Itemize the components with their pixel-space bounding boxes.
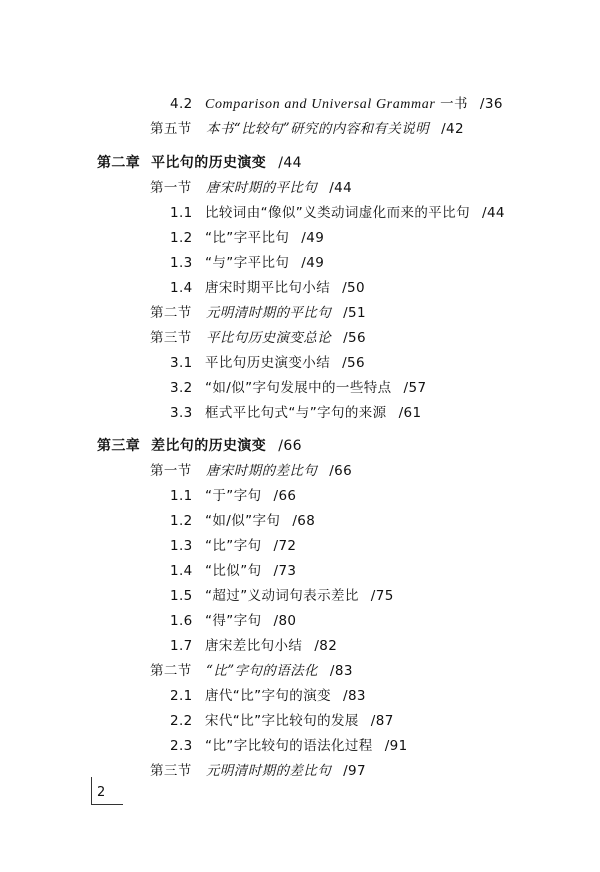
entry-page: /44	[278, 155, 302, 171]
entry-page: /56	[343, 330, 367, 346]
entry-number: 第三节	[150, 330, 192, 346]
entry-title: 平比句的历史演变	[151, 155, 267, 171]
entry-title: 唐宋时期的差比句	[206, 463, 318, 479]
entry-title: “与”字平比句	[205, 255, 290, 271]
entry-page: /91	[384, 738, 408, 754]
entry-number: 1.3	[170, 255, 193, 271]
entry-page: /73	[273, 563, 297, 579]
entry-page: /87	[370, 713, 394, 729]
entry-number: 第三节	[150, 763, 192, 779]
entry-title: “如/似”字句	[205, 513, 281, 529]
toc-entry-ch2-1-3	[170, 254, 324, 272]
entry-number: 第一节	[150, 463, 192, 479]
toc-entry-ch3-2-2	[170, 712, 394, 730]
entry-number: 第三章	[97, 438, 141, 454]
entry-number: 1.1	[170, 205, 193, 221]
entry-number: 1.5	[170, 588, 193, 604]
entry-page: /75	[370, 588, 394, 604]
entry-title: 宋代“比”字比较句的发展	[205, 713, 359, 729]
toc-entry-ch3-1-7	[170, 637, 337, 655]
entry-title: “比”字平比句	[205, 230, 290, 246]
toc-entry-ch3-1-5	[170, 587, 394, 605]
toc-entry-ch3-1-1	[170, 487, 296, 505]
entry-title: 比较词由“像似”义类动词虚化而来的平比句	[205, 205, 470, 221]
entry-title: 元明清时期的差比句	[206, 763, 332, 779]
entry-title: 差比句的历史演变	[151, 438, 267, 454]
entry-page: /66	[278, 438, 302, 454]
entry-page: /68	[292, 513, 316, 529]
toc-entry-ch2-3-2	[170, 379, 426, 397]
entry-page: /50	[342, 280, 366, 296]
entry-page: /56	[342, 355, 366, 371]
entry-page: /82	[314, 638, 338, 654]
entry-title: “超过”义动词句表示差比	[205, 588, 359, 604]
toc-entry-ch2-3-3	[170, 404, 422, 422]
toc-entry-ch3-2-1	[170, 687, 366, 705]
entry-page: /44	[329, 180, 353, 196]
entry-page: /66	[329, 463, 353, 479]
entry-page: /72	[273, 538, 297, 554]
entry-number: 4.2	[170, 96, 193, 112]
entry-number: 第二节	[150, 305, 192, 321]
entry-title: “比”字句	[205, 538, 262, 554]
entry-number: 1.4	[170, 563, 193, 579]
entry-number: 第二章	[97, 155, 141, 171]
entry-title: “得”字句	[205, 613, 262, 629]
entry-page: /80	[273, 613, 297, 629]
toc-entry-ch2-section-1	[150, 179, 352, 197]
toc-entry-ch2-1-4	[170, 279, 365, 297]
toc-entry-ch2-3-1	[170, 354, 365, 372]
entry-title: “比”字比较句的语法化过程	[205, 738, 373, 754]
entry-number: 1.7	[170, 638, 193, 654]
toc-entry-ch2-1-2	[170, 229, 324, 247]
entry-number: 1.2	[170, 230, 193, 246]
entry-page: /49	[301, 255, 325, 271]
entry-number: 3.3	[170, 405, 193, 421]
toc-entry-chapter-3	[97, 437, 302, 455]
entry-page: /57	[403, 380, 427, 396]
toc-entry-ch3-section-3	[150, 762, 366, 780]
entry-title: 平比句历史演变总论	[206, 330, 332, 346]
entry-title: 平比句历史演变小结	[205, 355, 331, 371]
entry-page: /61	[398, 405, 422, 421]
entry-page: /51	[343, 305, 367, 321]
entry-title-suffix: 一书	[440, 96, 468, 112]
entry-title: 唐宋时期的平比句	[206, 180, 318, 196]
entry-title: 框式平比句式“与”字句的来源	[205, 405, 387, 421]
entry-number: 第二节	[150, 663, 192, 679]
toc-entry-section-5	[150, 120, 464, 138]
toc-entry-ch3-2-3	[170, 737, 408, 755]
entry-page: /66	[273, 488, 297, 504]
entry-title: Comparison and Universal Grammar	[205, 97, 436, 112]
entry-title: “比似”句	[205, 563, 262, 579]
entry-number: 3.1	[170, 355, 193, 371]
footer-rule-horizontal	[91, 804, 123, 805]
entry-page: /36	[479, 96, 503, 112]
entry-title: 唐宋差比句小结	[205, 638, 303, 654]
page-number: 2	[97, 785, 106, 800]
toc-entry-ch3-section-1	[150, 462, 352, 480]
entry-page: /97	[343, 763, 367, 779]
entry-page: /44	[482, 205, 505, 221]
toc-entry-ch2-1-1	[170, 204, 505, 222]
entry-title: “如/似”字句发展中的一些特点	[205, 380, 392, 396]
toc-entry-ch3-section-2	[150, 662, 353, 680]
entry-page: /49	[301, 230, 325, 246]
toc-entry-ch2-section-3	[150, 329, 366, 347]
entry-title: 唐宋时期平比句小结	[205, 280, 331, 296]
entry-number: 1.2	[170, 513, 193, 529]
entry-number: 第一节	[150, 180, 192, 196]
toc-entry-chapter-2	[97, 154, 302, 172]
toc-entry-ch3-1-3	[170, 537, 296, 555]
entry-page: /83	[343, 688, 366, 704]
entry-title: “比”字句的语法化	[206, 663, 318, 679]
toc-entry-ch3-1-4	[170, 562, 296, 580]
entry-title: “于”字句	[205, 488, 262, 504]
toc-entry-ch3-1-2	[170, 512, 315, 530]
footer-rule-vertical	[91, 777, 92, 804]
entry-number: 3.2	[170, 380, 193, 396]
toc-entry-ch2-section-2	[150, 304, 366, 322]
entry-title: 唐代“比”字句的演变	[205, 688, 331, 704]
entry-title: 本书“比较句”研究的内容和有关说明	[206, 121, 430, 137]
entry-title: 元明清时期的平比句	[206, 305, 332, 321]
entry-number: 第五节	[150, 121, 192, 137]
entry-number: 1.3	[170, 538, 193, 554]
toc-entry-ch3-1-6	[170, 612, 296, 630]
entry-number: 2.3	[170, 738, 193, 754]
entry-number: 1.6	[170, 613, 193, 629]
toc-entry-4-2	[170, 95, 503, 114]
entry-number: 2.2	[170, 713, 193, 729]
entry-page: /83	[329, 663, 353, 679]
entry-number: 1.1	[170, 488, 193, 504]
entry-number: 2.1	[170, 688, 193, 704]
entry-page: /42	[441, 121, 465, 137]
entry-number: 1.4	[170, 280, 193, 296]
